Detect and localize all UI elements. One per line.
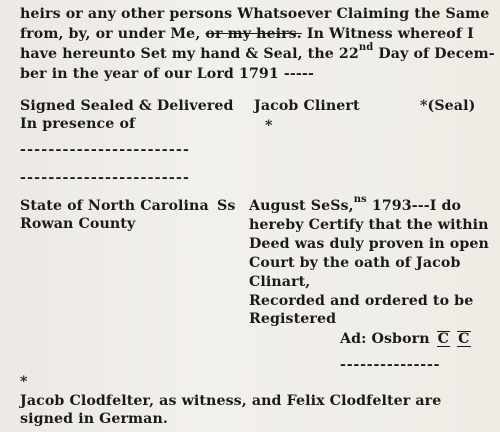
footnote-marker: * [20,374,28,390]
probate-line-3: Deed was duly proven in open [249,236,489,252]
footnote-line-2: signed in German. [20,411,168,427]
probate-line-2: hereby Certify that the within [249,217,489,233]
clerk-signature: Ad: Osborn C C [340,331,470,347]
footnote-line-1: Jacob Clodfelter, as witness, and Felix Clodfelter are [20,393,442,409]
deed-line-2: from, by, or under Me, or my heirs. In Witness whereof I [20,26,474,42]
signer-asterisk: * [265,118,273,134]
cc-mark-1: C [437,331,450,347]
seal-mark: *(Seal) [420,98,476,114]
probate-line-5: Clinart, [249,274,311,290]
probate-line-7: Registered [249,311,337,327]
cc-mark-2: C [458,331,470,347]
witness-dash-line-1: ------------------------ [20,142,191,158]
county-label: Rowan County [20,216,136,232]
signed-sealed-label: Signed Sealed & Delivered [20,98,234,114]
struck-text: or my heirs. [205,26,302,42]
in-presence-label: In presence of [20,116,136,132]
probate-line-1: August SeSs,$^{ns}$ 1793---I do [249,194,462,214]
probate-line-4: Court by the oath of Jacob [249,255,461,271]
witness-dash-line-2: ------------------------ [20,170,191,186]
state-label: State of North Carolina [20,198,209,214]
probate-line-6: Recorded and ordered to be [249,293,474,309]
deed-line-3: have hereunto Set my hand & Seal, the 22nd Day of Decem- [20,42,495,62]
signer-name: Jacob Clinert [254,98,360,114]
ss-label: Ss [217,198,236,214]
deed-line-4: ber in the year of our Lord 1791 ----- [20,66,314,82]
clerk-dash-line: --------------- [340,357,441,373]
deed-line-1: heirs or any other persons Whatsoever Claiming the Same [20,6,490,22]
